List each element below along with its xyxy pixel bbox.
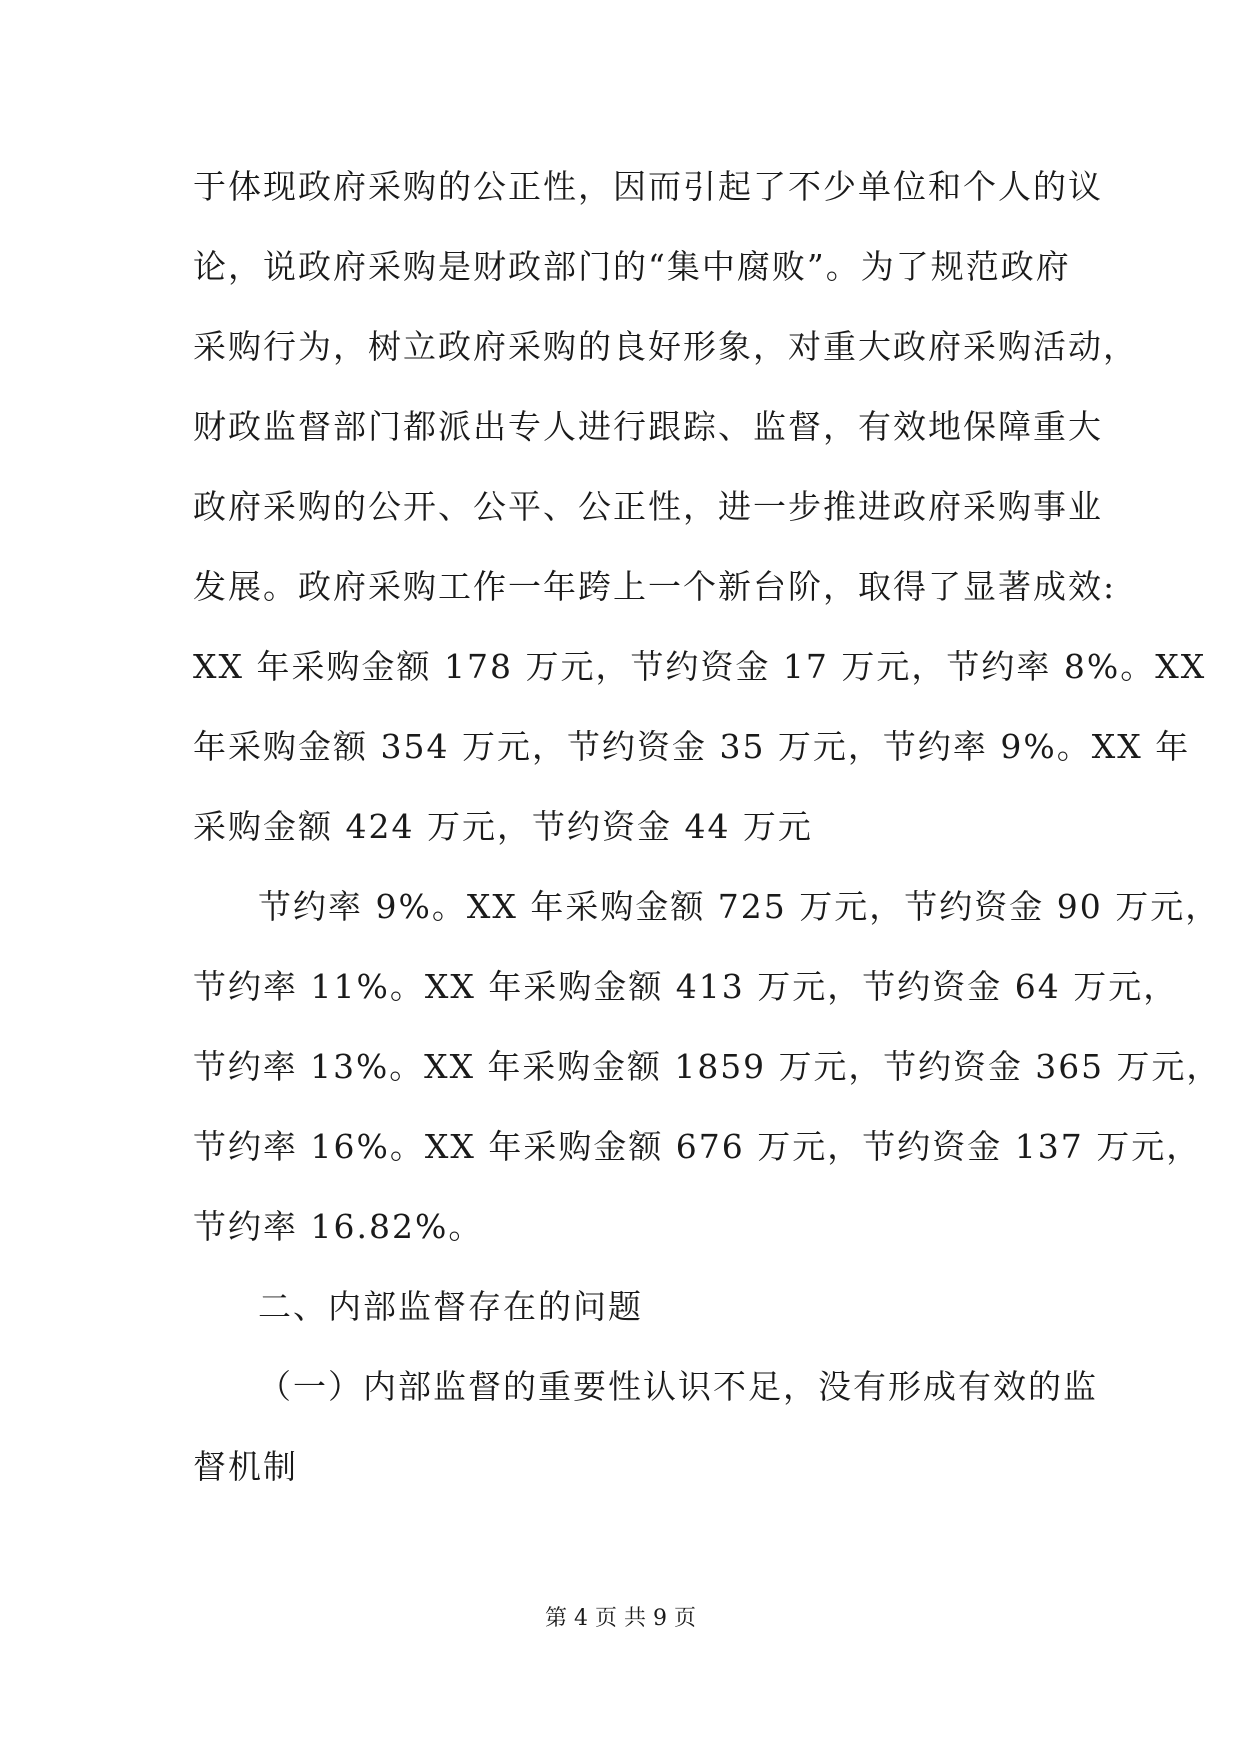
body-line-10: 节约率 9%。XX 年采购金额 725 万元，节约资金 90 万元， (258, 887, 1221, 926)
body-line-7: XX 年采购金额 178 万元，节约资金 17 万元，节约率 8%。XX (193, 647, 1207, 686)
body-line-1: 于体现政府采购的公正性，因而引起了不少单位和个人的议 (193, 167, 1103, 206)
body-line-14: 节约率 16.82%。 (193, 1207, 484, 1246)
section-heading: 二、内部监督存在的问题 (258, 1287, 643, 1326)
body-line-2: 论，说政府采购是财政部门的“集中腐败”。为了规范政府 (193, 247, 1071, 286)
body-line-8: 年采购金额 354 万元，节约资金 35 万元，节约率 9%。XX 年 (193, 727, 1191, 766)
subheading-line-1: （一）内部监督的重要性认识不足，没有形成有效的监 (258, 1367, 1098, 1406)
body-line-6: 发展。政府采购工作一年跨上一个新台阶，取得了显著成效: (193, 567, 1117, 606)
page-number-footer: 第 4 页 共 9 页 (545, 1606, 696, 1631)
subheading-line-2: 督机制 (193, 1447, 298, 1486)
body-line-12: 节约率 13%。XX 年采购金额 1859 万元，节约资金 365 万元， (193, 1047, 1222, 1086)
body-line-4: 财政监督部门都派出专人进行跟踪、监督，有效地保障重大 (193, 407, 1103, 446)
body-line-5: 政府采购的公开、公平、公正性，进一步推进政府采购事业 (193, 487, 1103, 526)
body-line-11: 节约率 11%。XX 年采购金额 413 万元，节约资金 64 万元， (193, 967, 1179, 1006)
body-line-13: 节约率 16%。XX 年采购金额 676 万元，节约资金 137 万元， (193, 1127, 1202, 1166)
body-line-9: 采购金额 424 万元，节约资金 44 万元 (193, 807, 813, 846)
body-line-3: 采购行为，树立政府采购的良好形象，对重大政府采购活动， (193, 327, 1138, 366)
